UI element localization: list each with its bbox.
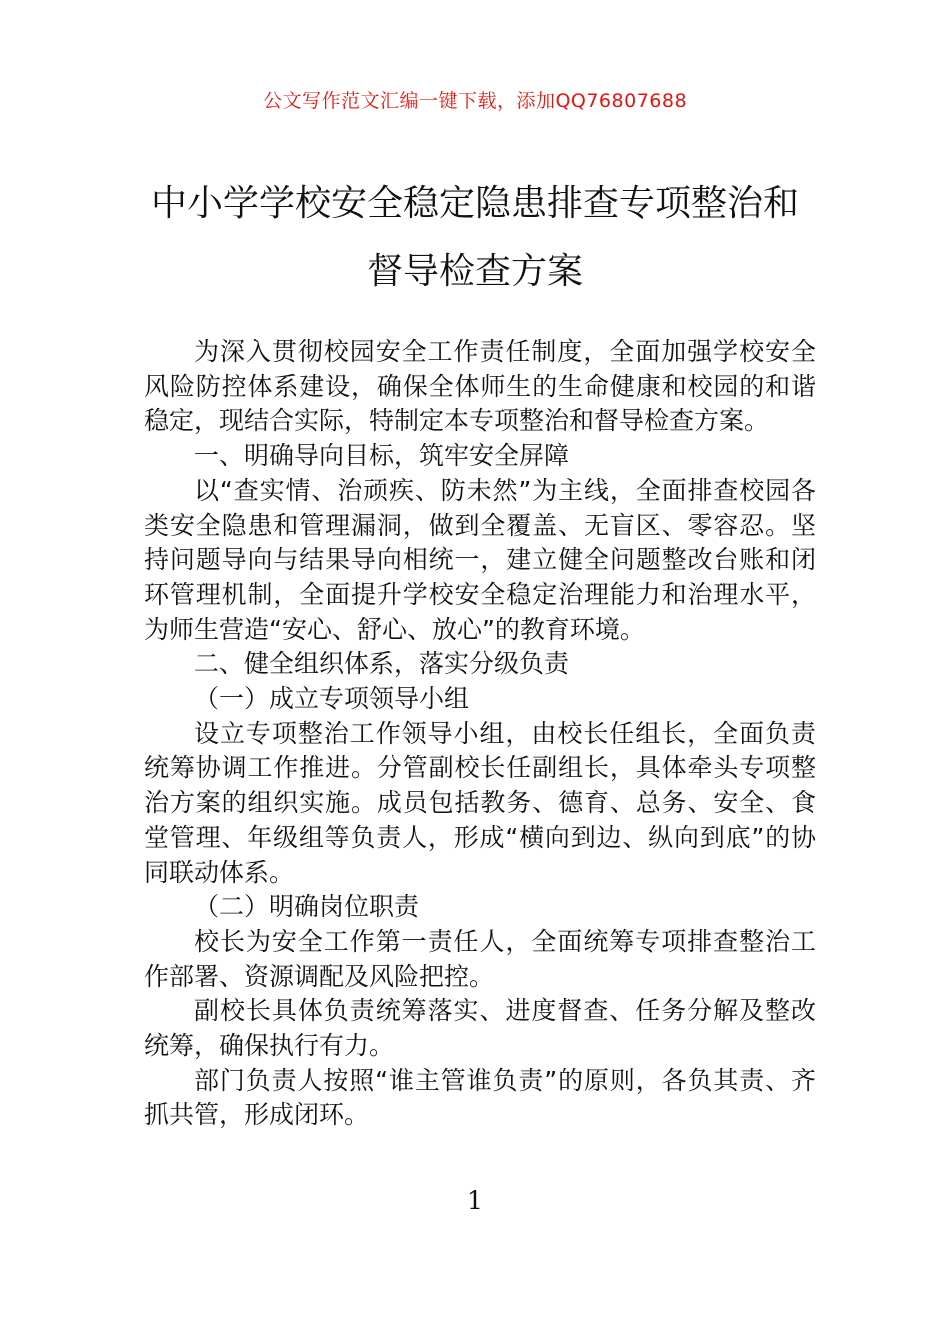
section-heading-2: 二、健全组织体系，落实分级负责 — [194, 649, 570, 679]
subsection-2-1-paragraph: 设立专项整治工作领导小组，由校长任组长，全面负责统筹协调工作推进。分管副校长任副组长，具体牵头专项整治方案的组织实施。成员包括教务、德育、总务、安全、食堂管理、年级组等负责人，形成“横向到边、纵向到底”的协同联动体系。 — [144, 718, 816, 887]
duty-paragraph-principal: 校长为安全工作第一责任人，全面统筹专项排查整治工作部署、资源调配及风险把控。 — [144, 926, 816, 991]
intro-paragraph: 为深入贯彻校园安全工作责任制度，全面加强学校安全风险防控体系建设，确保全体师生的生命健康和校园的和谐稳定，现结合实际，特制定本专项整治和督导检查方案。 — [144, 337, 816, 436]
duty-paragraph-department-heads: 部门负责人按照“谁主管谁负责”的原则，各负其责、齐抓共管，形成闭环。 — [144, 1065, 816, 1130]
section-1-paragraph: 以“查实情、治顽疾、防未然”为主线，全面排查校园各类安全隐患和管理漏洞，做到全覆盖、无盲区、零容忍。坚持问题导向与结果导向相统一，建立健全问题整改台账和闭环管理机制，全面提升学校安全稳定治理能力和治理水平，为师生营造“安心、舒心、放心”的教育环境。 — [144, 475, 816, 644]
section-heading-1: 一、明确导向目标，筑牢安全屏障 — [194, 441, 570, 471]
promo-banner: 公文写作范文汇编一键下载，添加QQ76807688 — [262, 90, 688, 112]
document-body — [144, 335, 816, 1133]
duty-paragraph-vice-principal: 副校长具体负责统筹落实、进度督查、任务分解及整改统筹，确保执行有力。 — [144, 996, 816, 1061]
subsection-heading-2-2: （二）明确岗位职责 — [194, 892, 420, 922]
subsection-heading-2-1: （一）成立专项领导小组 — [194, 684, 470, 714]
document-title-line-1: 中小学学校安全稳定隐患排查专项整治和 — [150, 183, 799, 224]
document-title-line-2: 督导检查方案 — [366, 251, 583, 292]
page-number: 1 — [467, 1186, 483, 1215]
